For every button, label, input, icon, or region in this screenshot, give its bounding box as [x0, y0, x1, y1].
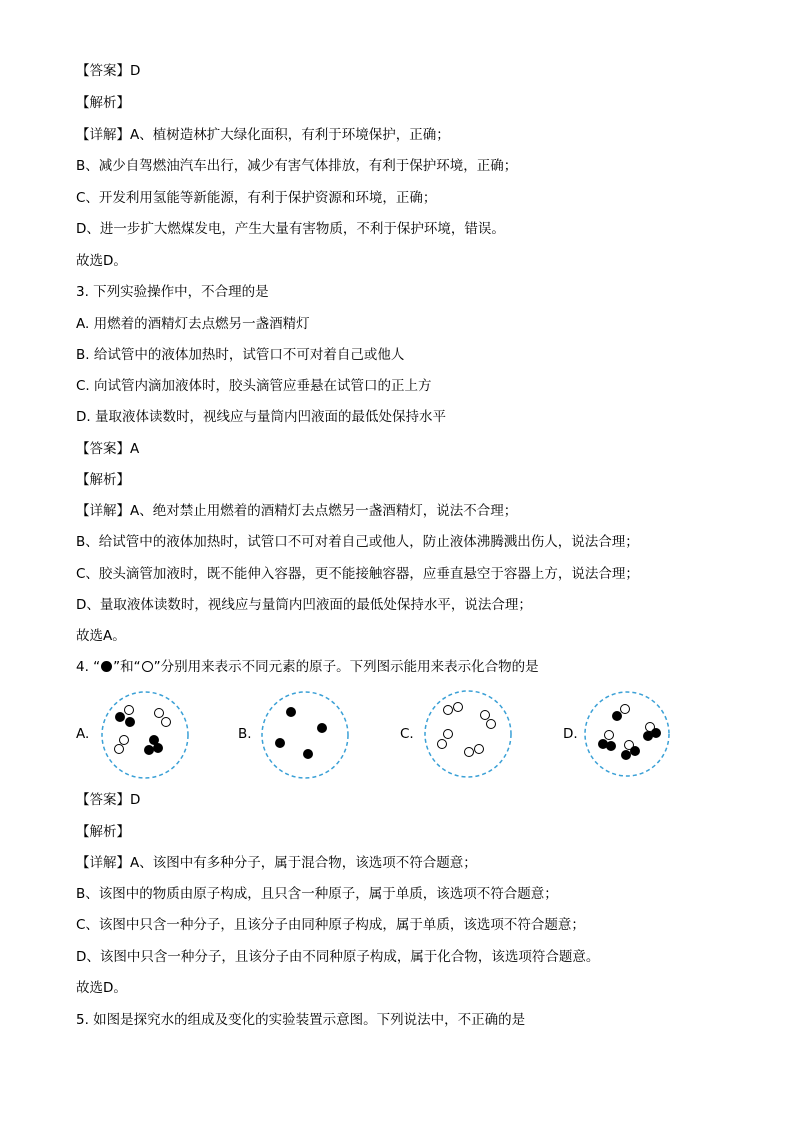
diagram-label-d: D. — [563, 726, 578, 742]
dashed-circle-icon — [578, 688, 698, 784]
detail-line-d: D、进一步扩大燃煤发电，产生大量有害物质，不利于保护环境，错误。 — [76, 221, 505, 237]
answer-line: 【答案】D — [76, 63, 141, 79]
answer-line: 【答案】A — [76, 441, 140, 457]
question-3-option-d: D. 量取液体读数时，视线应与量筒内凹液面的最低处保持水平 — [76, 409, 446, 425]
black-atom-icon — [317, 723, 327, 733]
detail-line-d: D、量取液体读数时，视线应与量筒内凹液面的最低处保持水平，说法合理； — [76, 597, 532, 613]
question-3-option-c: C. 向试管内滴加液体时，胶头滴管应垂悬在试管口的正上方 — [76, 378, 432, 394]
question-4-stem — [76, 658, 539, 676]
stem-mid: ”和“ — [113, 659, 141, 675]
detail-line-d: D、该图中只含一种分子，且该分子由不同种原子构成，属于化合物，该选项符合题意。 — [76, 949, 600, 965]
black-atom-icon — [651, 728, 661, 738]
diagram-d — [578, 688, 698, 784]
black-atom-icon — [125, 717, 135, 727]
white-atom-icon — [474, 744, 484, 754]
dashed-circle-icon — [253, 688, 373, 784]
white-atom-icon — [443, 705, 453, 715]
detail-line: 【详解】A、该图中有多种分子，属于混合物，该选项不符合题意； — [76, 855, 477, 871]
analysis-heading: 【解析】 — [76, 472, 130, 488]
analysis-heading: 【解析】 — [76, 95, 130, 111]
black-atom-icon — [153, 743, 163, 753]
question-3-option-a: A. 用燃着的酒精灯去点燃另一盏酒精灯 — [76, 316, 310, 332]
detail-line-b: B、给试管中的液体加热时，试管口不可对着自己或他人，防止液体沸腾溅出伤人，说法合理； — [76, 534, 639, 550]
white-atom-icon — [604, 730, 614, 740]
question-3-option-b: B. 给试管中的液体加热时，试管口不可对着自己或他人 — [76, 347, 405, 363]
black-atom-icon — [630, 746, 640, 756]
diagram-b — [253, 688, 373, 784]
white-atom-icon — [453, 702, 463, 712]
stem-suffix: ”分别用来表示不同元素的原子。下列图示能用来表示化合物的是 — [153, 659, 539, 675]
white-atom-icon — [437, 739, 447, 749]
detail-line: 【详解】A、植树造林扩大绿化面积，有利于环境保护，正确； — [76, 127, 450, 143]
white-atom-icon — [142, 661, 153, 672]
detail-line-c: C、开发利用氢能等新能源，有利于保护资源和环境，正确； — [76, 190, 437, 206]
white-atom-icon — [486, 719, 496, 729]
stem-prefix: 4. “ — [76, 659, 101, 675]
white-atom-icon — [620, 704, 630, 714]
white-atom-icon — [464, 747, 474, 757]
diagram-c — [414, 688, 534, 784]
white-atom-icon — [161, 717, 171, 727]
question-3-stem: 3. 下列实验操作中，不合理的是 — [76, 284, 269, 300]
dashed-circle-icon — [414, 688, 534, 784]
conclusion-line: 故选D。 — [76, 253, 127, 269]
black-atom-icon — [286, 707, 296, 717]
diagram-label-b: B. — [238, 726, 252, 742]
detail-line-b: B、该图中的物质由原子构成，且只含一种原子，属于单质，该选项不符合题意； — [76, 886, 558, 902]
conclusion-line: 故选D。 — [76, 980, 127, 996]
white-atom-icon — [114, 744, 124, 754]
detail-line: 【详解】A、绝对禁止用燃着的酒精灯去点燃另一盏酒精灯，说法不合理； — [76, 503, 518, 519]
black-atom-icon — [606, 741, 616, 751]
black-atom-icon — [115, 712, 125, 722]
black-atom-icon — [101, 661, 112, 672]
question-5-stem: 5. 如图是探究水的组成及变化的实验装置示意图。下列说法中，不正确的是 — [76, 1012, 526, 1028]
detail-line-c: C、胶头滴管加液时，既不能伸入容器，更不能接触容器，应垂直悬空于容器上方，说法合理； — [76, 566, 639, 582]
analysis-heading: 【解析】 — [76, 824, 130, 840]
detail-line-b: B、减少自驾燃油汽车出行，减少有害气体排放，有利于保护环境，正确； — [76, 158, 518, 174]
diagram-label-a: A. — [76, 726, 90, 742]
detail-line-c: C、该图中只含一种分子，且该分子由同种原子构成，属于单质，该选项不符合题意； — [76, 917, 585, 933]
answer-line: 【答案】D — [76, 792, 141, 808]
white-atom-icon — [124, 705, 134, 715]
diagram-a — [90, 688, 210, 784]
white-atom-icon — [154, 708, 164, 718]
conclusion-line: 故选A。 — [76, 628, 126, 644]
black-atom-icon — [275, 738, 285, 748]
diagram-label-c: C. — [400, 726, 414, 742]
white-atom-icon — [443, 729, 453, 739]
black-atom-icon — [303, 749, 313, 759]
